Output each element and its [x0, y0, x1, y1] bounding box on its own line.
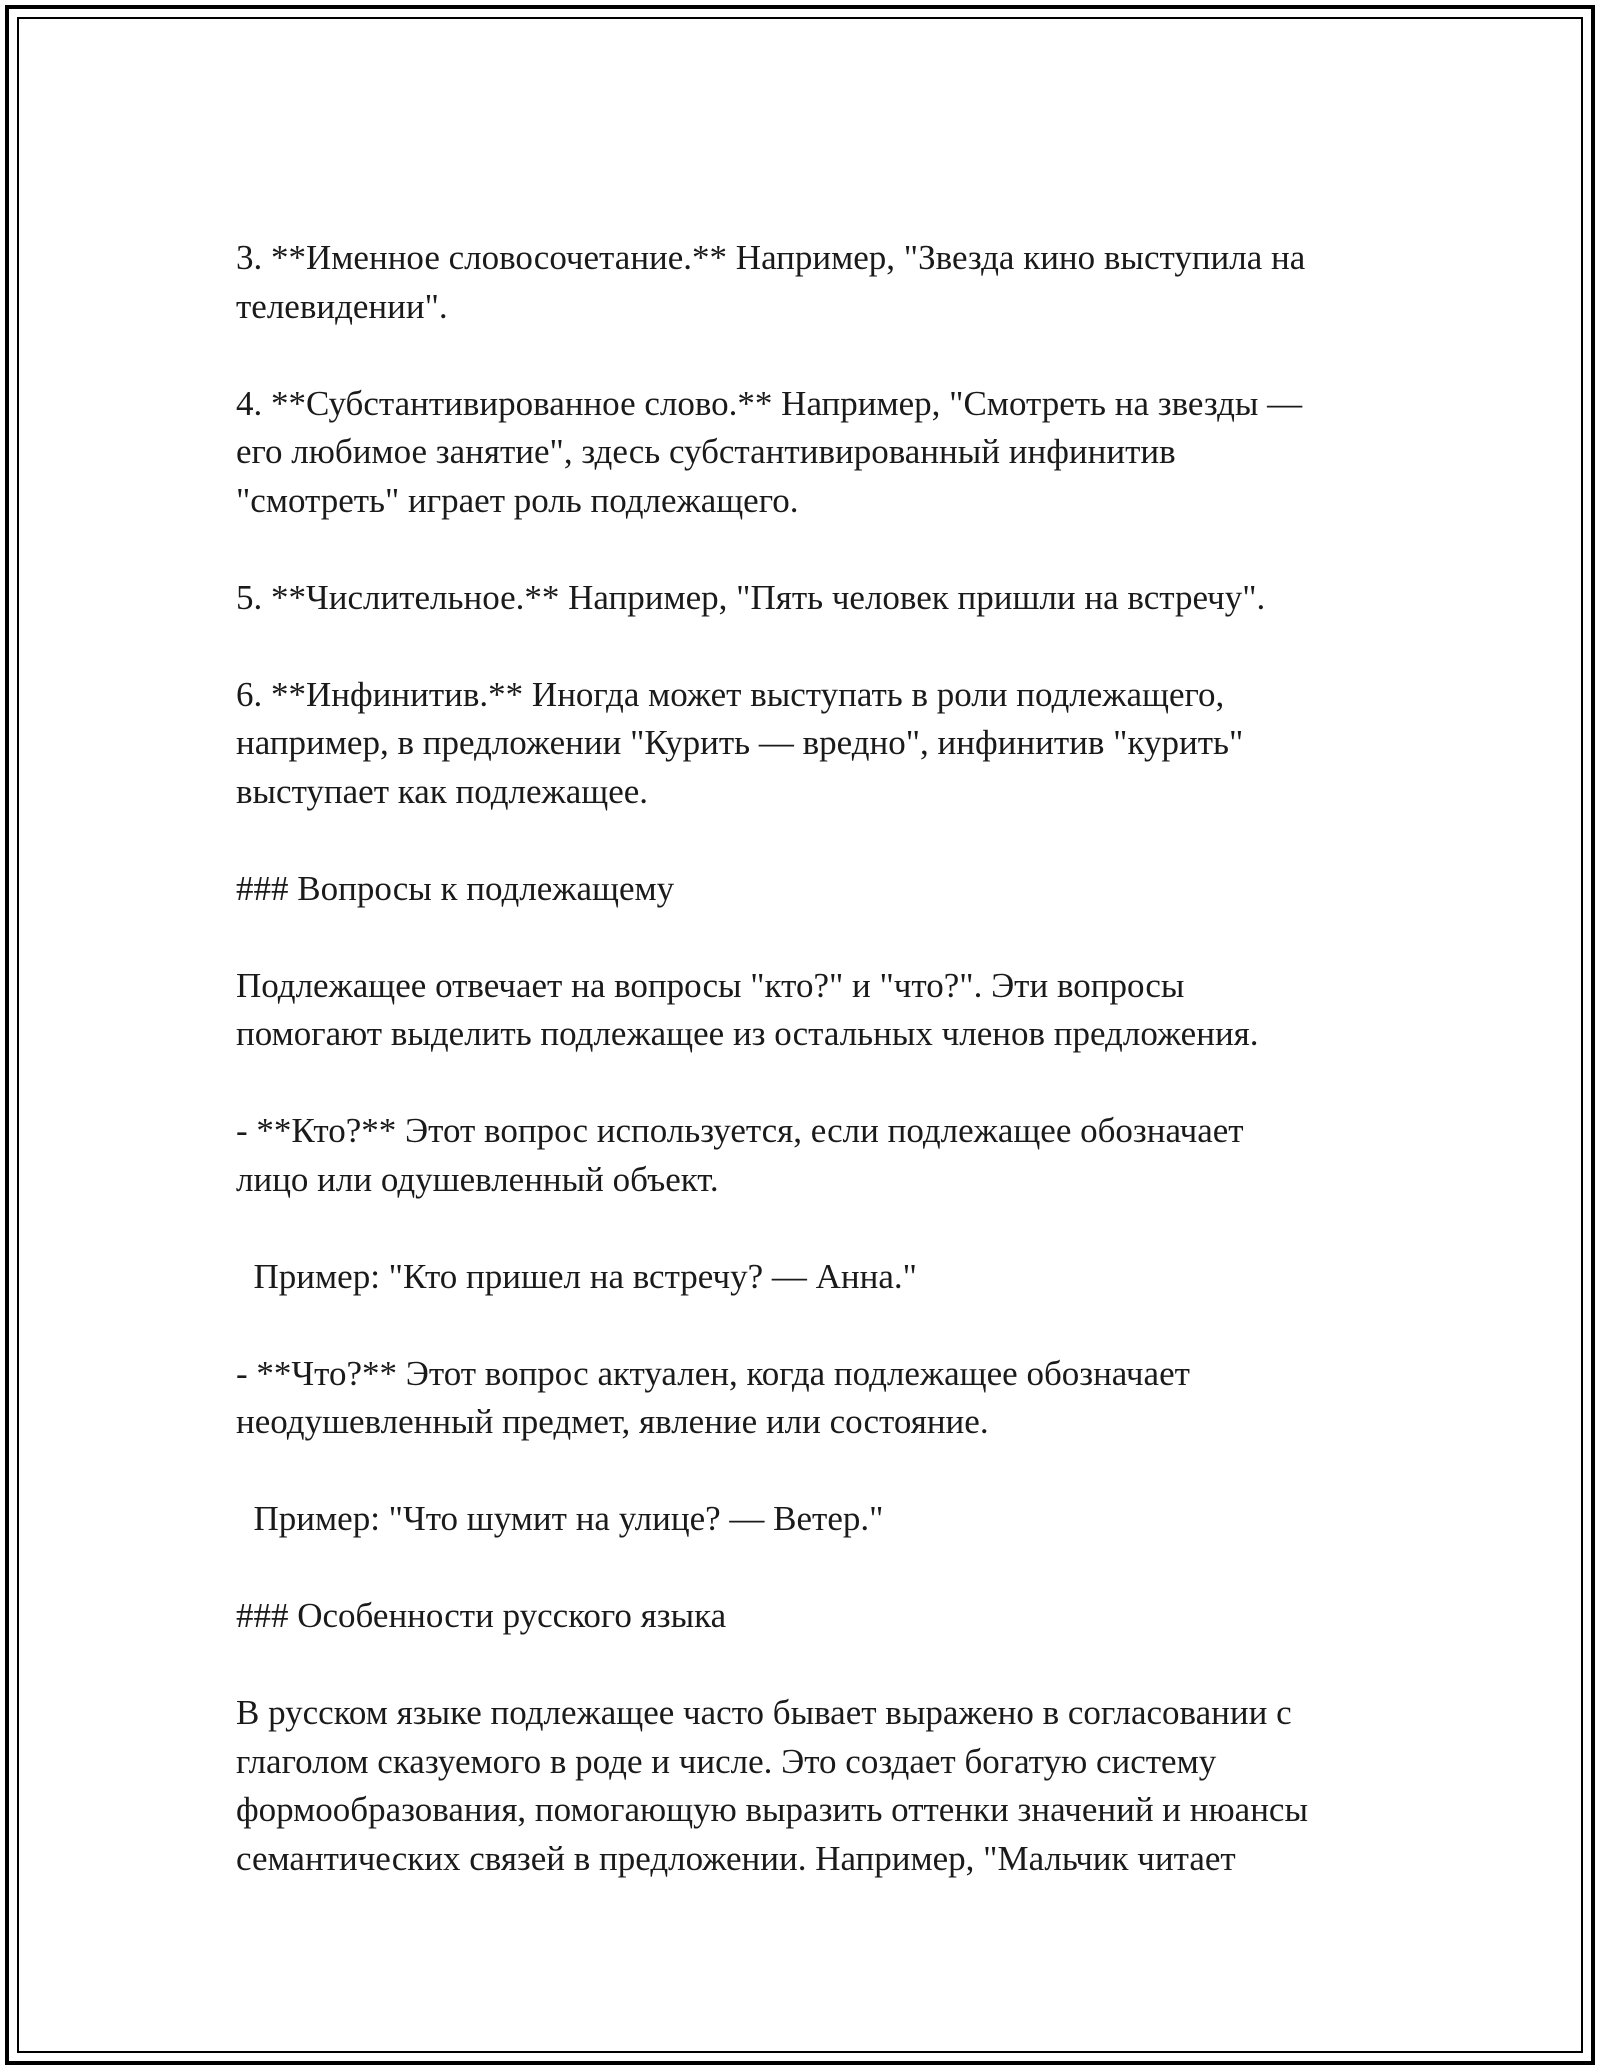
- paragraph-questions-intro: Подлежащее отвечает на вопросы "кто?" и "что?". Эти вопросы помогают выделить подлежащее из остальных членов предложения.: [236, 965, 1259, 1053]
- list-item-substantivized-word: 4. **Субстантивированное слово.** Например, "Смотреть на звезды — его любимое занятие", здесь субстантивированный инфинитив "смотреть" играет роль подлежащего.: [236, 383, 1303, 520]
- list-item-infinitive: 6. **Инфинитив.** Иногда может выступать в роли подлежащего, например, в предложении "Курить — вредно", инфинитив "курить" выступает как подлежащее.: [236, 674, 1244, 811]
- section-heading-russian-features: ### Особенности русского языка: [236, 1596, 727, 1635]
- list-item-numeral: 5. **Числительное.** Например, "Пять человек пришли на встречу".: [236, 577, 1266, 617]
- section-heading-questions: ### Вопросы к подлежащему: [236, 868, 675, 908]
- list-item-noun-phrase: 3. **Именное словосочетание.** Например, "Звезда кино выступила на телевидении".: [236, 238, 1306, 326]
- bullet-what: - **Что?** Этот вопрос актуален, когда подлежащее обозначает неодушевленный предмет, явление или состояние.: [236, 1353, 1190, 1441]
- document-body: [236, 234, 1416, 1932]
- paragraph-russian-features: В русском языке подлежащее часто бывает выражено в согласовании с глаголом сказуемого в роде и числе. Это создает богатую систему формообразования, помогающую выразить оттенки значений и нюансы семантических связей в предложении. Например, "Мальчик читает: [236, 1693, 1308, 1878]
- example-what: Пример: "Что шумит на улице? — Ветер.": [236, 1499, 884, 1538]
- example-who: Пример: "Кто пришел на встречу? — Анна.": [236, 1256, 917, 1296]
- bullet-who: - **Кто?** Этот вопрос используется, если подлежащее обозначает лицо или одушевленный объект.: [236, 1111, 1244, 1199]
